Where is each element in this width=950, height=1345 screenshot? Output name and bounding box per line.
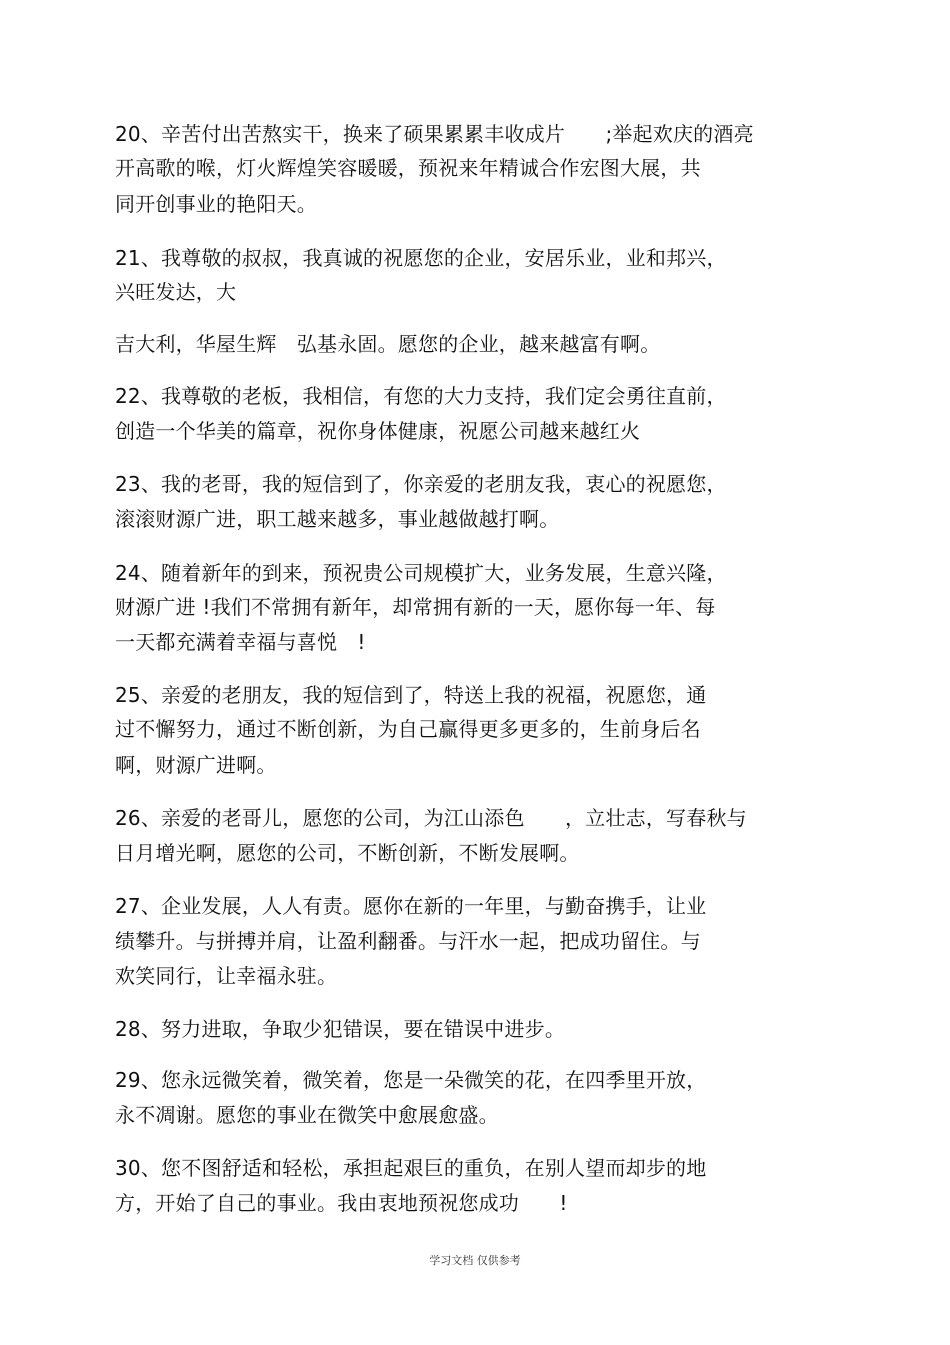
text-line: 21、我尊敬的叔叔，我真诚的祝愿您的企业，安居乐业，业和邦兴， bbox=[115, 246, 727, 270]
text-line: 一天都充满着幸福与喜悦 ! bbox=[115, 630, 366, 654]
text-line: 20、辛苦付出苦熬实干，换来了硕果累累丰收成片 ;举起欢庆的酒亮 bbox=[115, 122, 754, 146]
text-line: 过不懈努力，通过不断创新，为自己赢得更多更多的，生前身后名 bbox=[115, 717, 701, 741]
text-line: 30、您不图舒适和轻松，承担起艰巨的重负，在别人望而却步的地 bbox=[115, 1156, 707, 1180]
text-line: 23、我的老哥，我的短信到了，你亲爱的老朋友我，衷心的祝愿您， bbox=[115, 472, 727, 496]
text-line: 滚滚财源广进，职工越来越多，事业越做越打啊。 bbox=[115, 507, 560, 531]
text-line: 方，开始了自己的事业。我由衷地预祝您成功 ! bbox=[115, 1191, 568, 1215]
text-line: 财源广进 !我们不常拥有新年，却常拥有新的一天，愿你每一年、每 bbox=[115, 595, 716, 619]
text-line: 兴旺发达，大 bbox=[115, 280, 237, 304]
text-line: 开高歌的喉，灯火辉煌笑容暖暖，预祝来年精诚合作宏图大展，共 bbox=[115, 156, 701, 180]
text-line: 24、随着新年的到来，预祝贵公司规模扩大，业务发展，生意兴隆， bbox=[115, 561, 727, 585]
text-line: 27、企业发展，人人有责。愿你在新的一年里，与勤奋携手，让业 bbox=[115, 894, 707, 918]
text-line: 欢笑同行，让幸福永驻。 bbox=[115, 964, 338, 988]
text-line: 创造一个华美的篇章，祝你身体健康，祝愿公司越来越红火 bbox=[115, 419, 641, 443]
text-line: 永不凋谢。愿您的事业在微笑中愈展愈盛。 bbox=[115, 1103, 499, 1127]
text-line: 同开创事业的艳阳天。 bbox=[115, 192, 317, 216]
text-line: 吉大利，华屋生辉 弘基永固。愿您的企业，越来越富有啊。 bbox=[115, 332, 661, 356]
text-line: 28、努力进取，争取少犯错误，要在错误中进步。 bbox=[115, 1017, 566, 1041]
text-line: 25、亲爱的老朋友，我的短信到了，特送上我的祝福，祝愿您，通 bbox=[115, 683, 707, 707]
text-line: 22、我尊敬的老板，我相信，有您的大力支持，我们定会勇往直前， bbox=[115, 384, 727, 408]
page-footer: 学习文档 仅供参考 bbox=[429, 1254, 521, 1267]
text-line: 29、您永远微笑着，微笑着，您是一朵微笑的花，在四季里开放， bbox=[115, 1068, 707, 1092]
text-line: 日月增光啊，愿您的公司，不断创新，不断发展啊。 bbox=[115, 841, 580, 865]
text-line: 啊，财源广进啊。 bbox=[115, 753, 277, 777]
text-line: 绩攀升。与拼搏并肩，让盈利翻番。与汗水一起，把成功留住。与 bbox=[115, 929, 701, 953]
text-line: 26、亲爱的老哥儿，愿您的公司，为江山添色 ，立壮志，写春秋与 bbox=[115, 806, 747, 830]
